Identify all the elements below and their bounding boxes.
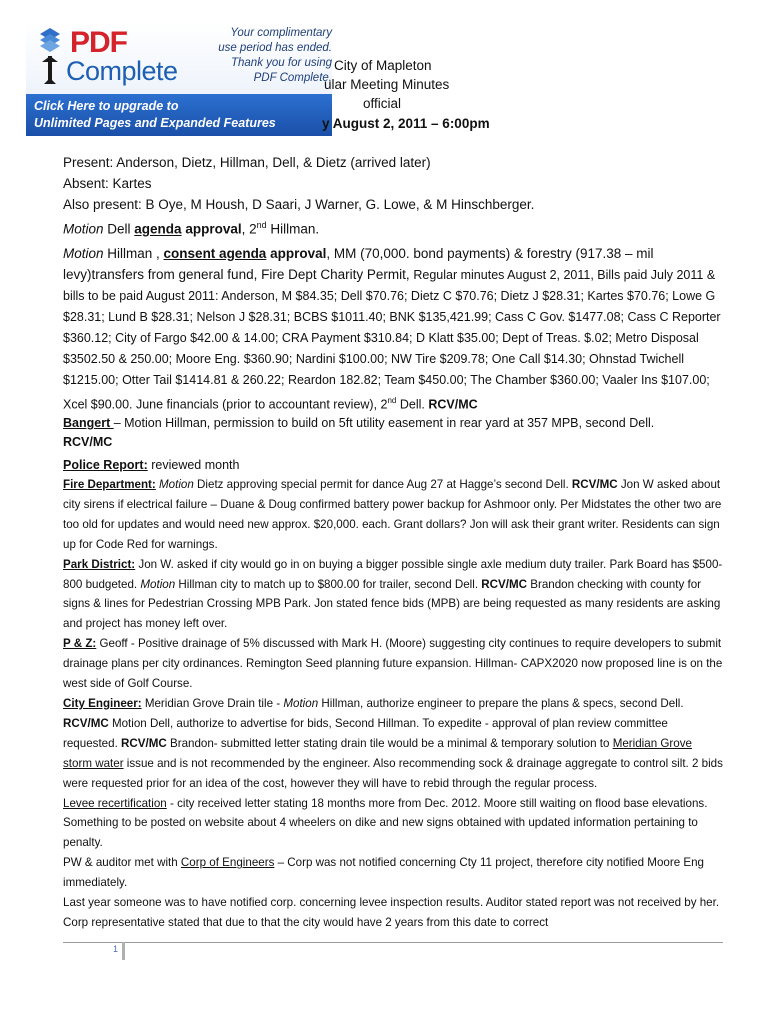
header-date: y August 2, 2011 – 6:00pm [322,116,490,131]
engineer-text-4: issue and is not recommended by the engineer. Also recommending sock & drainage aggregate to control silt. 2 bids were requested prior for an idea of the cost, however they will have to rebid through the regular process. [63,756,723,790]
engineer-text-2: Motion Dell, authorize to advertise for bids, Second Hillman. To expedite - approval of plan review committee requested. [63,716,668,750]
park-motion-text: Hillman city to match up to $800.00 for trailer, second Dell. [175,577,482,591]
upgrade-link[interactable] [34,98,276,132]
promo-line: Your complimentary [230,27,332,39]
corps-of-engineers [63,853,723,893]
engineer-motion-text: Hillman, authorize engineer to prepare the plans & specs, second Dell. [318,696,684,710]
rcv-mc-label: RCV/MC [63,435,113,449]
promo-line: Thank you for using [230,57,332,69]
ordinal-suffix: nd [387,395,397,405]
motion-name: Dell [103,221,135,237]
motion-word: Motion [283,696,319,710]
motion-end: Hillman. [266,221,320,237]
park-district [63,555,723,635]
logo-complete-text: Complete [66,56,178,86]
pz-text: Geoff - Positive drainage of 5% discussed with Mark H. (Moore) suggesting city continues to require developers to submit drainage plans per city ordinances. Remington Seed planning future expansion. Hillman- CAPX2020 now proposed line is on the west side of Golf Course. [63,637,723,691]
bangert-item [63,414,723,452]
absent-line: Absent: Kartes [63,176,152,191]
fire-label: Fire Department: [63,478,156,491]
rcv-mc-label: RCV/MC [481,577,528,591]
bangert-label: Bangert [63,416,114,430]
motion-consent-agenda [63,243,723,415]
approval-word: approval [181,221,242,237]
engineer-label: City Engineer: [63,696,142,710]
page-number-divider [122,942,125,960]
upgrade-line[interactable]: Unlimited Pages and Expanded Features [34,116,276,130]
also-present-line: Also present: B Oye, M Housh, D Saari, J Warner, G. Lowe, & M Hinschberger. [63,197,535,212]
storm-water-link-text: Meridian Grove storm water [63,736,692,770]
corps-label: Corp of Engineers [180,856,275,870]
footer-rule [63,942,723,943]
upgrade-line[interactable]: Click Here to upgrade to [34,99,179,113]
header-city: City of Mapleton [334,58,432,73]
approval-word: approval [266,245,327,261]
park-label: Park District: [63,557,136,571]
upgrade-bar[interactable] [26,94,332,136]
city-engineer [63,694,723,794]
page-number: 1 [113,944,119,954]
present-line: Present: Anderson, Dietz, Hillman, Dell, & Dietz (arrived later) [63,155,431,170]
ordinal-suffix: nd [256,220,267,230]
logo-pdf-text: PDF [70,26,127,59]
corps-text-cont: – Corp was not notified concerning Cty 11 project, therefore city notified Moore Eng immediately. [63,856,704,890]
agenda-word: agenda [134,221,182,237]
motion-tail: , 2 [241,221,257,237]
police-text: reviewed month [147,458,240,472]
motion-word: Motion [63,221,104,237]
engineer-text-3: Brandon- submitted letter stating drain tile would be a minimal & temporary solution to [166,736,613,750]
last-year-item: Last year someone was to have notified corp. concerning levee inspection results. Auditor stated report was not received by her. Corp representative stated that due to that the city would have 2 years from this date to correct [63,896,720,929]
promo-message [186,26,332,86]
bills-list: Regular minutes August 2, 2011, Bills paid July 2011 & bills to be paid August 2011: Anderson, M $84.35; Dell $70.76; Dietz C $70.76; Dietz J $28.31; Kartes $70.76; Lowe G $28.31; Lund B $28.31; Nelson J $28.31; BCBS $1011.40; BNK $135,421.99; Cass C Gov. $1477.08; Cass C Reporter $360.12; City of Fargo $42.00 & 14.00; CRA Payment $310.84; D Klatt $35.00; Dept of Treas. $.02; Metro Disposal $3502.50 & 250.00; Moore Eng. $360.90; Nardini $100.00; NW Tire $209.78; One Call $14.30; Ohnstad Twichell $1215.00; Otter Tail $1414.81 & 260.22; Reardon 182.82; Team $450.00; The Chamber $360.00; Vaaler Ins $107.00; Xcel $90.00. June financials (prior to accountant review), 2 [63,267,721,411]
rcv-mc-label: RCV/MC [428,397,478,411]
levee-label: Levee recertification [63,796,167,810]
rcv-mc-label: RCV/MC [121,736,167,750]
header-meeting-title: ular Meeting Minutes [324,77,450,92]
pz-label: P & Z: [63,637,97,651]
motion-name: Hillman , [103,245,164,261]
bangert-text: – Motion Hillman, permission to build on 5ft utility easement in rear yard at 357 MPB, second Dell. [113,416,655,430]
consent-agenda-word: consent agenda [163,245,267,261]
rcv-mc-label: RCV/MC [571,478,618,491]
promo-line: PDF Complete. [253,72,332,84]
pdf-complete-logo-icon [36,28,64,92]
banner-top [26,22,332,94]
motion-word: Motion [159,478,194,491]
promo-line: use period has ended. [218,42,332,54]
fire-department [63,475,723,555]
fire-text-cont: Jon W asked about city sirens if electrical failure – Duane & Doug confirmed battery power backup for Ashmoor only. Per Midstates the other two are too old for updates and would need new approx. $20,000. each. Grant dollars? Jon will ask their grant writer. Residents can sign up for Code Red for warnings. [63,478,722,551]
motion-word: Motion [63,245,104,261]
levee-text: - city received letter stating 18 months more from Dec. 2012. Moore still waiting on flood base elevations. Something to be posted on website about 4 wheelers on dike and new signs obtained with updated information pertaining to penalty. [63,796,708,850]
police-label: Police Report: [63,458,148,472]
rcv-mc-label: RCV/MC [63,716,109,730]
motion-word: Motion [140,577,176,591]
park-text-cont: Brandon checking with county for signs & lines for Pedestrian Crossing MPB Park. Jon stated fence bids (MPB) are being requested as many residents are asking and project has money left over. [63,577,721,631]
planning-zoning [63,634,723,694]
engineer-text: Meridian Grove Drain tile - [141,696,284,710]
police-report [63,456,723,475]
motion-agenda-approval [63,215,723,240]
minutes-body [63,152,723,933]
park-text: Jon W. asked if city would go in on buying a bigger possible single axle medium duty trailer. Park Board has $500-800 budgeted. [63,557,723,591]
corps-text: PW & auditor met with [63,856,181,870]
header-official: official [363,96,402,111]
levee-recertification [63,794,723,854]
fire-text: Dietz approving special permit for dance Aug 27 at Hagge’s second Dell. [193,478,572,491]
bills-end: Dell. [396,397,429,411]
consent-details: , MM (70,000. bond payments) & forestry (917.38 – mil levy)transfers from general fund, Fire Dept Charity Permit, [63,245,654,282]
pdf-complete-banner[interactable] [26,22,332,136]
